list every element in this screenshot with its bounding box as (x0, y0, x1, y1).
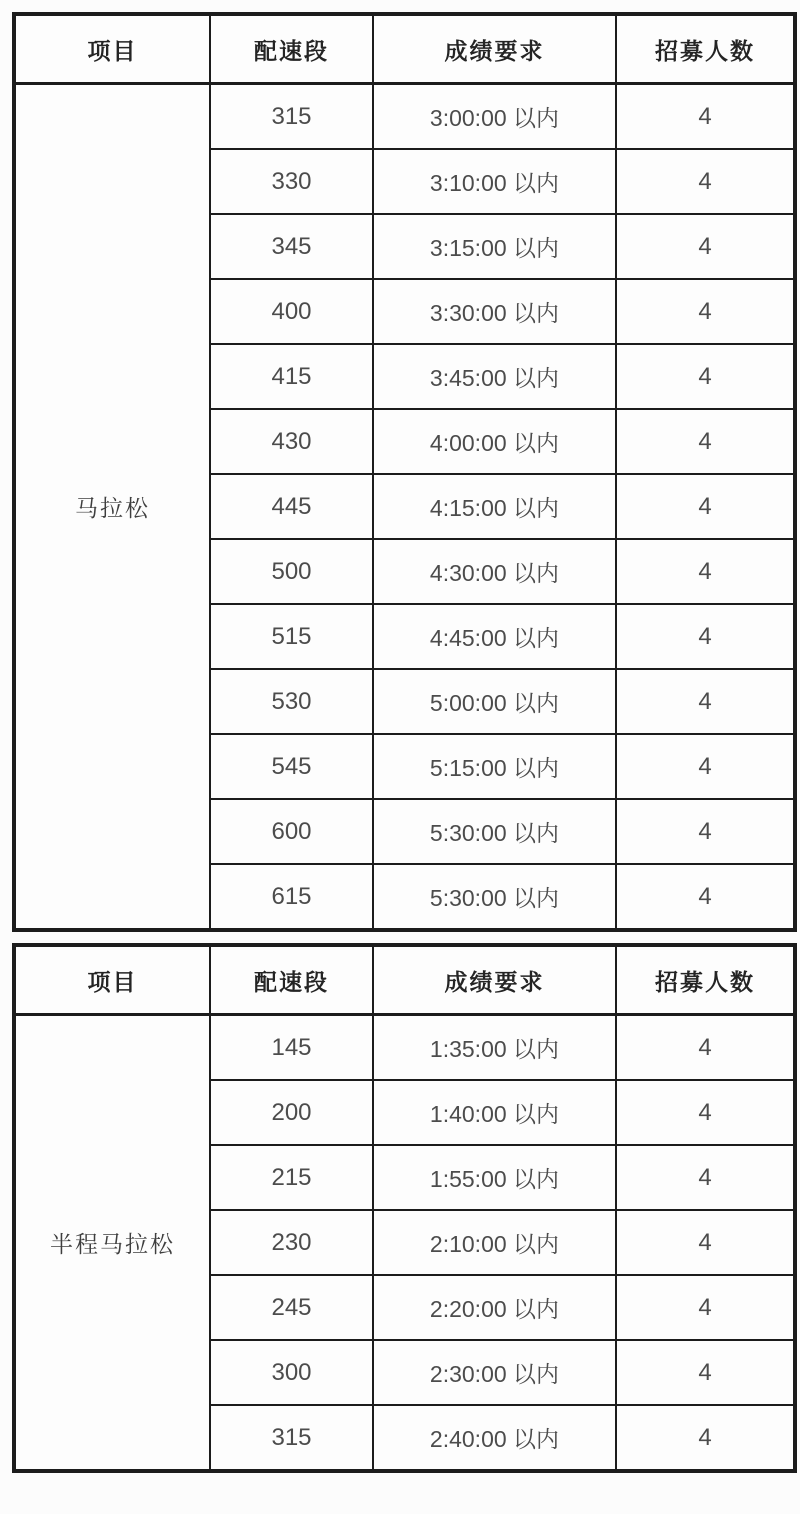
marathon-table (12, 12, 797, 932)
count-cell: 4 (616, 1210, 795, 1275)
requirement-cell: 4:00:00 以内 (373, 409, 616, 474)
pace-cell: 330 (210, 149, 373, 214)
requirement-cell: 3:30:00 以内 (373, 279, 616, 344)
header-cell-requirement: 成绩要求 (373, 945, 616, 1015)
pace-cell: 315 (210, 84, 373, 150)
header-row (14, 945, 795, 1015)
requirement-cell: 5:30:00 以内 (373, 799, 616, 864)
requirement-cell: 3:00:00 以内 (373, 84, 616, 150)
count-cell: 4 (616, 474, 795, 539)
pace-cell: 230 (210, 1210, 373, 1275)
project-cell: 半程马拉松 (14, 1015, 210, 1472)
requirement-cell: 5:30:00 以内 (373, 864, 616, 930)
pace-cell: 200 (210, 1080, 373, 1145)
count-cell: 4 (616, 604, 795, 669)
pace-cell: 145 (210, 1015, 373, 1081)
header-cell-pace: 配速段 (210, 945, 373, 1015)
requirement-cell: 5:00:00 以内 (373, 669, 616, 734)
count-cell: 4 (616, 1405, 795, 1471)
requirement-cell: 4:45:00 以内 (373, 604, 616, 669)
count-cell: 4 (616, 1275, 795, 1340)
requirement-cell: 1:40:00 以内 (373, 1080, 616, 1145)
count-cell: 4 (616, 539, 795, 604)
count-cell: 4 (616, 1145, 795, 1210)
requirement-cell: 3:10:00 以内 (373, 149, 616, 214)
table-row (14, 1015, 795, 1081)
project-cell: 马拉松 (14, 84, 210, 931)
half-marathon-table (12, 943, 797, 1473)
pace-cell: 415 (210, 344, 373, 409)
pace-cell: 530 (210, 669, 373, 734)
header-cell-count: 招募人数 (616, 14, 795, 84)
requirement-cell: 2:30:00 以内 (373, 1340, 616, 1405)
pace-cell: 615 (210, 864, 373, 930)
pace-cell: 215 (210, 1145, 373, 1210)
count-cell: 4 (616, 799, 795, 864)
requirement-cell: 3:45:00 以内 (373, 344, 616, 409)
count-cell: 4 (616, 1080, 795, 1145)
requirement-cell: 2:10:00 以内 (373, 1210, 616, 1275)
table-row (14, 84, 795, 150)
header-cell-project: 项目 (14, 14, 210, 84)
count-cell: 4 (616, 1340, 795, 1405)
requirement-cell: 1:35:00 以内 (373, 1015, 616, 1081)
count-cell: 4 (616, 734, 795, 799)
pace-cell: 300 (210, 1340, 373, 1405)
count-cell: 4 (616, 409, 795, 474)
pace-cell: 500 (210, 539, 373, 604)
pace-cell: 445 (210, 474, 373, 539)
count-cell: 4 (616, 84, 795, 150)
pace-cell: 245 (210, 1275, 373, 1340)
pace-cell: 515 (210, 604, 373, 669)
header-row (14, 14, 795, 84)
requirement-cell: 2:40:00 以内 (373, 1405, 616, 1471)
requirement-cell: 1:55:00 以内 (373, 1145, 616, 1210)
count-cell: 4 (616, 344, 795, 409)
count-cell: 4 (616, 279, 795, 344)
requirement-cell: 5:15:00 以内 (373, 734, 616, 799)
count-cell: 4 (616, 214, 795, 279)
header-cell-project: 项目 (14, 945, 210, 1015)
pace-cell: 600 (210, 799, 373, 864)
requirement-cell: 3:15:00 以内 (373, 214, 616, 279)
requirement-cell: 4:15:00 以内 (373, 474, 616, 539)
count-cell: 4 (616, 864, 795, 930)
pace-cell: 345 (210, 214, 373, 279)
requirement-cell: 4:30:00 以内 (373, 539, 616, 604)
count-cell: 4 (616, 1015, 795, 1081)
pace-cell: 430 (210, 409, 373, 474)
requirement-cell: 2:20:00 以内 (373, 1275, 616, 1340)
header-cell-pace: 配速段 (210, 14, 373, 84)
pace-cell: 545 (210, 734, 373, 799)
count-cell: 4 (616, 149, 795, 214)
pace-cell: 315 (210, 1405, 373, 1471)
count-cell: 4 (616, 669, 795, 734)
header-cell-requirement: 成绩要求 (373, 14, 616, 84)
header-cell-count: 招募人数 (616, 945, 795, 1015)
pace-cell: 400 (210, 279, 373, 344)
